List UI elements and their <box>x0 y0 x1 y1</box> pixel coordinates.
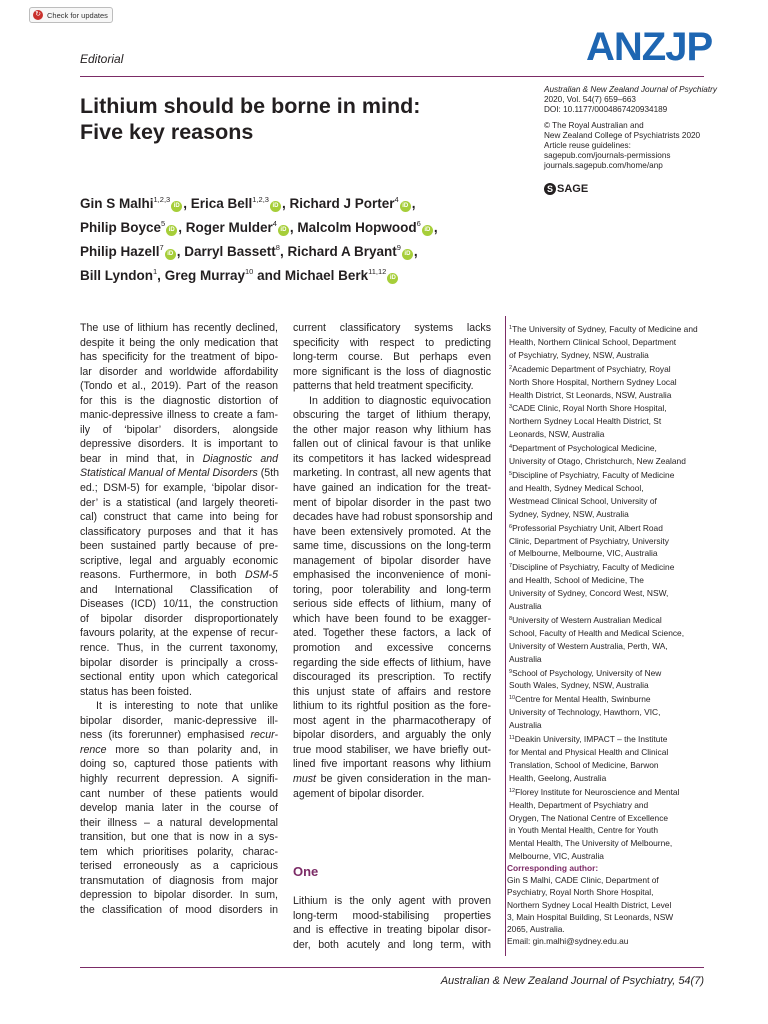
affiliation-line: $^8$University of Western Australian Medical <box>509 614 662 625</box>
affiliation-line: Leonards, NSW, Australia <box>509 429 605 440</box>
body-line: Statistical Manual of Mental Disorders (5th <box>80 467 280 480</box>
body-line: highly recurrent depression. A signifi- <box>80 772 278 785</box>
orcid-icon[interactable]: iD <box>165 249 176 260</box>
body-line: of bipolar disorder disproportionately <box>80 612 278 625</box>
affiliation-line: $^4$Department of Psychological Medicine, <box>509 443 657 454</box>
affiliation-item <box>509 521 709 561</box>
meta-home-link[interactable]: journals.sagepub.com/home/anp <box>544 161 663 170</box>
affiliation-item <box>509 732 709 785</box>
publisher-name: SAGE <box>557 183 589 195</box>
body-line: long-term mood-stabilising properties <box>293 909 491 922</box>
footer-journal-citation: Australian & New Zealand Journal of Psychiatry, 54(7) <box>440 975 704 987</box>
title-line-2: Five key reasons <box>80 120 254 144</box>
section-heading-one: One <box>293 864 319 879</box>
body-line: ed.; DSM-5) for example, ‘bipolar disor- <box>80 482 278 495</box>
author-name[interactable]: Darryl Bassett <box>184 244 276 259</box>
affiliation-line: Australia <box>509 653 542 664</box>
body-line: discouraged its prescription. To rectify <box>293 671 491 684</box>
orcid-icon[interactable]: iD <box>422 225 433 236</box>
author-name[interactable]: Gin S Malhi <box>80 196 154 211</box>
body-line: The use of lithium has recently declined, <box>80 322 278 334</box>
orcid-icon[interactable]: iD <box>171 201 182 212</box>
corresponding-line: Gin S Malhi, CADE Clinic, Department of <box>507 875 659 886</box>
body-line: Lithium is the only agent with proven <box>293 895 491 907</box>
affiliation-line: Health, Northern Clinical School, Department <box>509 336 677 347</box>
update-icon: ↻ <box>33 10 43 20</box>
body-line: emphasised the inconvenience of moni- <box>293 569 491 582</box>
body-line: been sustained partly because of pre- <box>80 540 278 553</box>
body-line: depression to bipolar disorder. In sum, <box>80 889 278 902</box>
body-line: current classificatory systems lacks <box>293 322 491 334</box>
body-line: transmutation of diagnosis from major <box>80 874 278 887</box>
body-line: toring, poor tolerability and long-term <box>293 583 491 596</box>
affiliation-line: South Wales, Sydney, NSW, Australia <box>509 680 649 691</box>
author-name[interactable]: Roger Mulder <box>185 220 273 235</box>
orcid-icon[interactable]: iD <box>166 225 177 236</box>
section-label: Editorial <box>80 52 124 66</box>
affiliation-line: $^7$Discipline of Psychiatry, Faculty of Medicine <box>509 562 675 573</box>
body-line: favours polarity, at the expense of recur- <box>80 627 278 640</box>
affiliation-line: and Health, School of Medicine, The <box>509 575 644 586</box>
body-line: fallen out of clinical favour is that unlike <box>293 438 491 451</box>
body-line: their illness – a natural developmental <box>80 816 278 829</box>
affiliation-line: University of Technology, Hawthorn, VIC, <box>509 707 661 718</box>
body-line: the classification of mood disorders in <box>80 903 278 916</box>
author-line: Philip Boyce$^5$iD , Roger Mulder$^4$iD , Malcolm Hopwood$^6$iD , <box>80 219 438 235</box>
affiliation-line: Northern Sydney Local Health District, St <box>509 416 662 427</box>
affiliation-item <box>509 441 709 468</box>
affiliation-line: Translation, School of Medicine, Barwon <box>509 759 659 770</box>
affiliation-line: Health, Department of Psychiatry and <box>509 799 649 810</box>
affiliation-line: Health, Geelong, Australia <box>509 772 607 783</box>
body-line: lar disorder and worldwide affordability <box>80 365 278 378</box>
article-title <box>80 93 510 145</box>
body-line: decades have had robust sponsorship and <box>293 511 493 524</box>
affiliation-line: Orygen, The National Centre of Excellence <box>509 812 669 823</box>
body-line: sectional entity upon which categorical <box>80 671 278 684</box>
body-line: lithium to its rightful position as the fore- <box>293 700 491 713</box>
affiliation-line: $^9$School of Psychology, University of New <box>509 667 662 678</box>
body-line: reasons. Furthermore, in both DSM-5 <box>80 569 278 582</box>
affiliation-item <box>509 468 709 521</box>
body-line: rence more so than polarity and, in <box>80 743 278 756</box>
corresponding-email[interactable]: Email: gin.malhi@sydney.edu.au <box>507 936 629 947</box>
body-line: more significant is the loss of diagnostic <box>293 365 491 378</box>
footer-divider <box>80 967 704 968</box>
affiliation-line: for Mental and Physical Health and Clinical <box>509 747 669 757</box>
body-line: terised erroneously as a capricious <box>80 860 278 873</box>
corresponding-author <box>507 862 712 947</box>
body-line: ated. Together these factors, a lack of <box>293 627 491 640</box>
body-line: scriptive, legal and arguably economic <box>80 554 278 567</box>
affiliation-line: Melbourne, VIC, Australia <box>509 851 604 862</box>
body-line: same time, discussions on the long-term <box>293 540 491 553</box>
body-line: der’ is a statistical (and largely theoreti- <box>80 496 278 509</box>
body-line: and International Classification of <box>80 583 278 596</box>
body-line: true mood stabiliser, we have briefly out- <box>293 743 491 756</box>
body-line: marketing. In contrast, all new agents that <box>293 467 491 480</box>
body-line: doing so, captured those patients with <box>80 758 278 771</box>
orcid-icon[interactable]: iD <box>387 273 398 284</box>
body-line: promotion and excessive concerns <box>293 642 491 655</box>
body-line: serious side effects of lithium, many of <box>293 598 491 611</box>
affiliations-divider <box>505 316 506 956</box>
meta-copyright-2: New Zealand College of Psychiatrists 2020 <box>544 131 701 140</box>
body-line: ily of ‘bipolar’ disorders, alongside <box>80 423 278 436</box>
affiliation-line: University of Otago, Christchurch, New Zealand <box>509 456 686 467</box>
body-line: classificatory purposes and that it has <box>80 525 278 538</box>
affiliation-line: in Youth Mental Health, Centre for Youth <box>509 825 658 836</box>
meta-doi[interactable]: DOI: 10.1177/0004867420934189 <box>544 105 668 114</box>
body-line: this unjust state of affairs and restore <box>293 685 491 698</box>
corresponding-line: Northern Sydney Local Health District, Level <box>507 899 672 910</box>
affiliation-item <box>509 322 709 362</box>
body-line: for this is the diagnostic distortion of <box>80 394 278 407</box>
affiliation-item <box>509 785 709 863</box>
body-column-2-section-one <box>293 894 491 952</box>
body-line: ness (its forerunner) emphasised recur- <box>80 729 278 742</box>
meta-reuse-link[interactable]: sagepub.com/journals-permissions <box>544 151 671 160</box>
body-line: cant number of these patients would <box>80 787 278 800</box>
affiliation-item <box>509 692 709 732</box>
orcid-icon[interactable]: iD <box>278 225 289 236</box>
author-line: Bill Lyndon$^1$, Greg Murray$^{10}$ and Michael Berk$^{11,12}$iD <box>80 262 500 286</box>
affiliation-line: $^6$Professorial Psychiatry Unit, Albert Road <box>509 522 663 533</box>
body-line: management of bipolar disorder have <box>293 554 491 567</box>
affiliation-item <box>509 362 709 402</box>
body-line: its competitors it has lacked widespread <box>293 452 491 465</box>
body-line: have gained an indication for the treat- <box>293 482 491 495</box>
body-line: regarding the side effects of lithium, have <box>293 656 491 669</box>
body-line: agement of bipolar disorder. <box>293 787 425 800</box>
affiliation-line: Health District, St Leonards, NSW, Australia <box>509 389 672 400</box>
corresponding-heading: Corresponding author: <box>507 863 599 873</box>
corresponding-line: Psychiatry, Royal North Shore Hospital, <box>507 887 654 898</box>
affiliation-line: and Health, Sydney Medical School, <box>509 482 644 493</box>
body-line: develop mania later in the course of <box>80 802 278 815</box>
body-line: Diseases (ICD) 10/11, the construction <box>80 598 278 611</box>
journal-logo: ANZJP <box>586 25 713 69</box>
corresponding-line: 3, Main Hospital Building, St Leonards, NSW <box>507 911 674 922</box>
body-line: despite it being the only medication that <box>80 336 278 349</box>
body-line: bipolar disorder, manic-depressive ill- <box>80 714 278 727</box>
body-line: the other major reason why lithium has <box>293 423 491 436</box>
body-line: cal) construct that came into being for <box>80 511 278 524</box>
body-line: bipolar disorders, and arguably the only <box>293 729 491 742</box>
check-for-updates-badge[interactable] <box>29 7 113 23</box>
body-line: In addition to diagnostic equivocation <box>309 394 491 407</box>
author-name[interactable]: Richard A Bryant <box>287 244 397 259</box>
affiliation-line: Westmead Clinical School, University of <box>509 495 657 506</box>
body-line: specificity with respect to predicting <box>293 336 491 349</box>
body-line: and is effective in treating bipolar disor- <box>293 924 491 937</box>
journal-metadata <box>544 85 744 171</box>
body-line: bear in mind that, in Diagnostic and <box>80 452 278 465</box>
body-line: ment of bipolar disorder in the past two <box>293 496 491 509</box>
affiliation-line: of Psychiatry, Sydney, NSW, Australia <box>509 349 649 360</box>
body-column-2 <box>293 321 491 801</box>
body-line: most agent in the pharmacotherapy of <box>293 714 491 727</box>
affiliation-item <box>509 613 709 666</box>
body-line: rence. Thus, in the current taxonomy, <box>80 642 278 655</box>
affiliation-line: Clinic, Department of Psychiatry, University <box>509 535 669 546</box>
affiliation-line: School, Faculty of Health and Medical Science, <box>509 627 685 638</box>
check-for-updates-label: Check for updates <box>47 10 108 20</box>
affiliation-line: $^{11}$Deakin University, IMPACT – the Institute <box>509 734 668 745</box>
body-line: obscuring the target of lithium therapy, <box>293 409 491 422</box>
author-name[interactable]: Philip Boyce <box>80 220 162 235</box>
meta-reuse: Article reuse guidelines: <box>544 141 631 150</box>
author-name[interactable]: Erica Bell <box>190 196 253 211</box>
author-name[interactable]: Bill Lyndon <box>80 268 153 283</box>
affiliation-line: $^3$CADE Clinic, Royal North Shore Hospital, <box>509 403 667 414</box>
body-line: (Tondo et al., 2019). Part of the reason <box>80 380 278 393</box>
affiliation-line: University of Sydney, Concord West, NSW, <box>509 588 669 599</box>
meta-volume: 2020, Vol. 54(7) 659–663 <box>544 95 636 104</box>
body-line: manic-depressive illness to create a fam- <box>80 409 278 422</box>
body-line: bipolar disorder is principally a cross- <box>80 656 278 669</box>
meta-journal-name: Australian & New Zealand Journal of Psychiatry <box>544 85 717 94</box>
body-line: tem which prioritises polarity, charac- <box>80 845 278 858</box>
affiliation-line: Australia <box>509 720 542 731</box>
orcid-icon[interactable]: iD <box>400 201 411 212</box>
body-line: patterns that held treatment specificity. <box>293 380 474 393</box>
affiliation-item <box>509 401 709 441</box>
author-name[interactable]: Michael Berk <box>284 268 369 283</box>
affiliation-line: $^{10}$Centre for Mental Health, Swinburne <box>509 694 651 705</box>
orcid-icon[interactable]: iD <box>270 201 281 212</box>
corresponding-line: 2065, Australia. <box>507 924 565 935</box>
body-line: long-term course. But perhaps even <box>293 351 491 364</box>
publisher-logo <box>544 183 588 195</box>
body-column-1 <box>80 321 278 917</box>
body-line: status has been foisted. <box>80 685 192 698</box>
affiliation-line: $^1$The University of Sydney, Faculty of Medicine and <box>509 324 698 334</box>
affiliation-line: Mental Health, The University of Melbourne, <box>509 838 673 849</box>
affiliation-item <box>509 666 709 693</box>
body-line: which have been found to be exagger- <box>293 612 491 625</box>
affiliation-line: $^5$Discipline of Psychiatry, Faculty of Medicine <box>509 469 675 480</box>
orcid-icon[interactable]: iD <box>402 249 413 260</box>
body-line: have been extensively promoted. At the <box>293 525 491 538</box>
affiliation-line: of Melbourne, Melbourne, VIC, Australia <box>509 548 658 559</box>
affiliation-line: $^{12}$Florey Institute for Neuroscience and Mental <box>509 786 680 797</box>
body-line: has specificity for the treatment of bipo- <box>80 351 278 364</box>
sage-icon: S <box>544 183 556 195</box>
header-divider <box>80 76 704 77</box>
body-line: lined five important reasons why lithium <box>293 758 491 771</box>
author-name[interactable]: Greg Murray <box>164 268 245 283</box>
affiliation-line: $^2$Academic Department of Psychiatry, Royal <box>509 363 671 374</box>
body-line: transition, but one that is now in a sys- <box>80 831 278 844</box>
author-list <box>80 190 500 286</box>
author-line: Gin S Malhi$^{1,2,3}$iD , Erica Bell$^{1,2,3}$iD , Richard J Porter$^4$iD , <box>80 195 416 211</box>
body-line: must be given consideration in the man- <box>293 772 491 785</box>
affiliation-line: North Shore Hospital, Northern Sydney Local <box>509 376 677 387</box>
author-name[interactable]: Malcolm Hopwood <box>297 220 417 235</box>
affiliation-item <box>509 560 709 613</box>
author-name[interactable]: Richard J Porter <box>289 196 395 211</box>
affiliations-list <box>509 322 709 863</box>
body-line: It is interesting to note that unlike <box>96 700 278 713</box>
body-line: der, both acutely and long term, with <box>293 938 491 951</box>
author-name[interactable]: Philip Hazell <box>80 244 160 259</box>
author-line: Philip Hazell$^7$iD , Darryl Bassett$^8$, Richard A Bryant$^9$iD , <box>80 243 418 259</box>
title-line-1: Lithium should be borne in mind: <box>80 94 421 118</box>
affiliation-line: University of Western Australia, Perth, WA, <box>509 640 668 651</box>
body-line: depressive disorders. It is important to <box>80 438 278 451</box>
meta-copyright-1: © The Royal Australian and <box>544 121 644 130</box>
affiliation-line: Sydney, Sydney, NSW, Australia <box>509 508 629 519</box>
affiliation-line: Australia <box>509 601 542 612</box>
